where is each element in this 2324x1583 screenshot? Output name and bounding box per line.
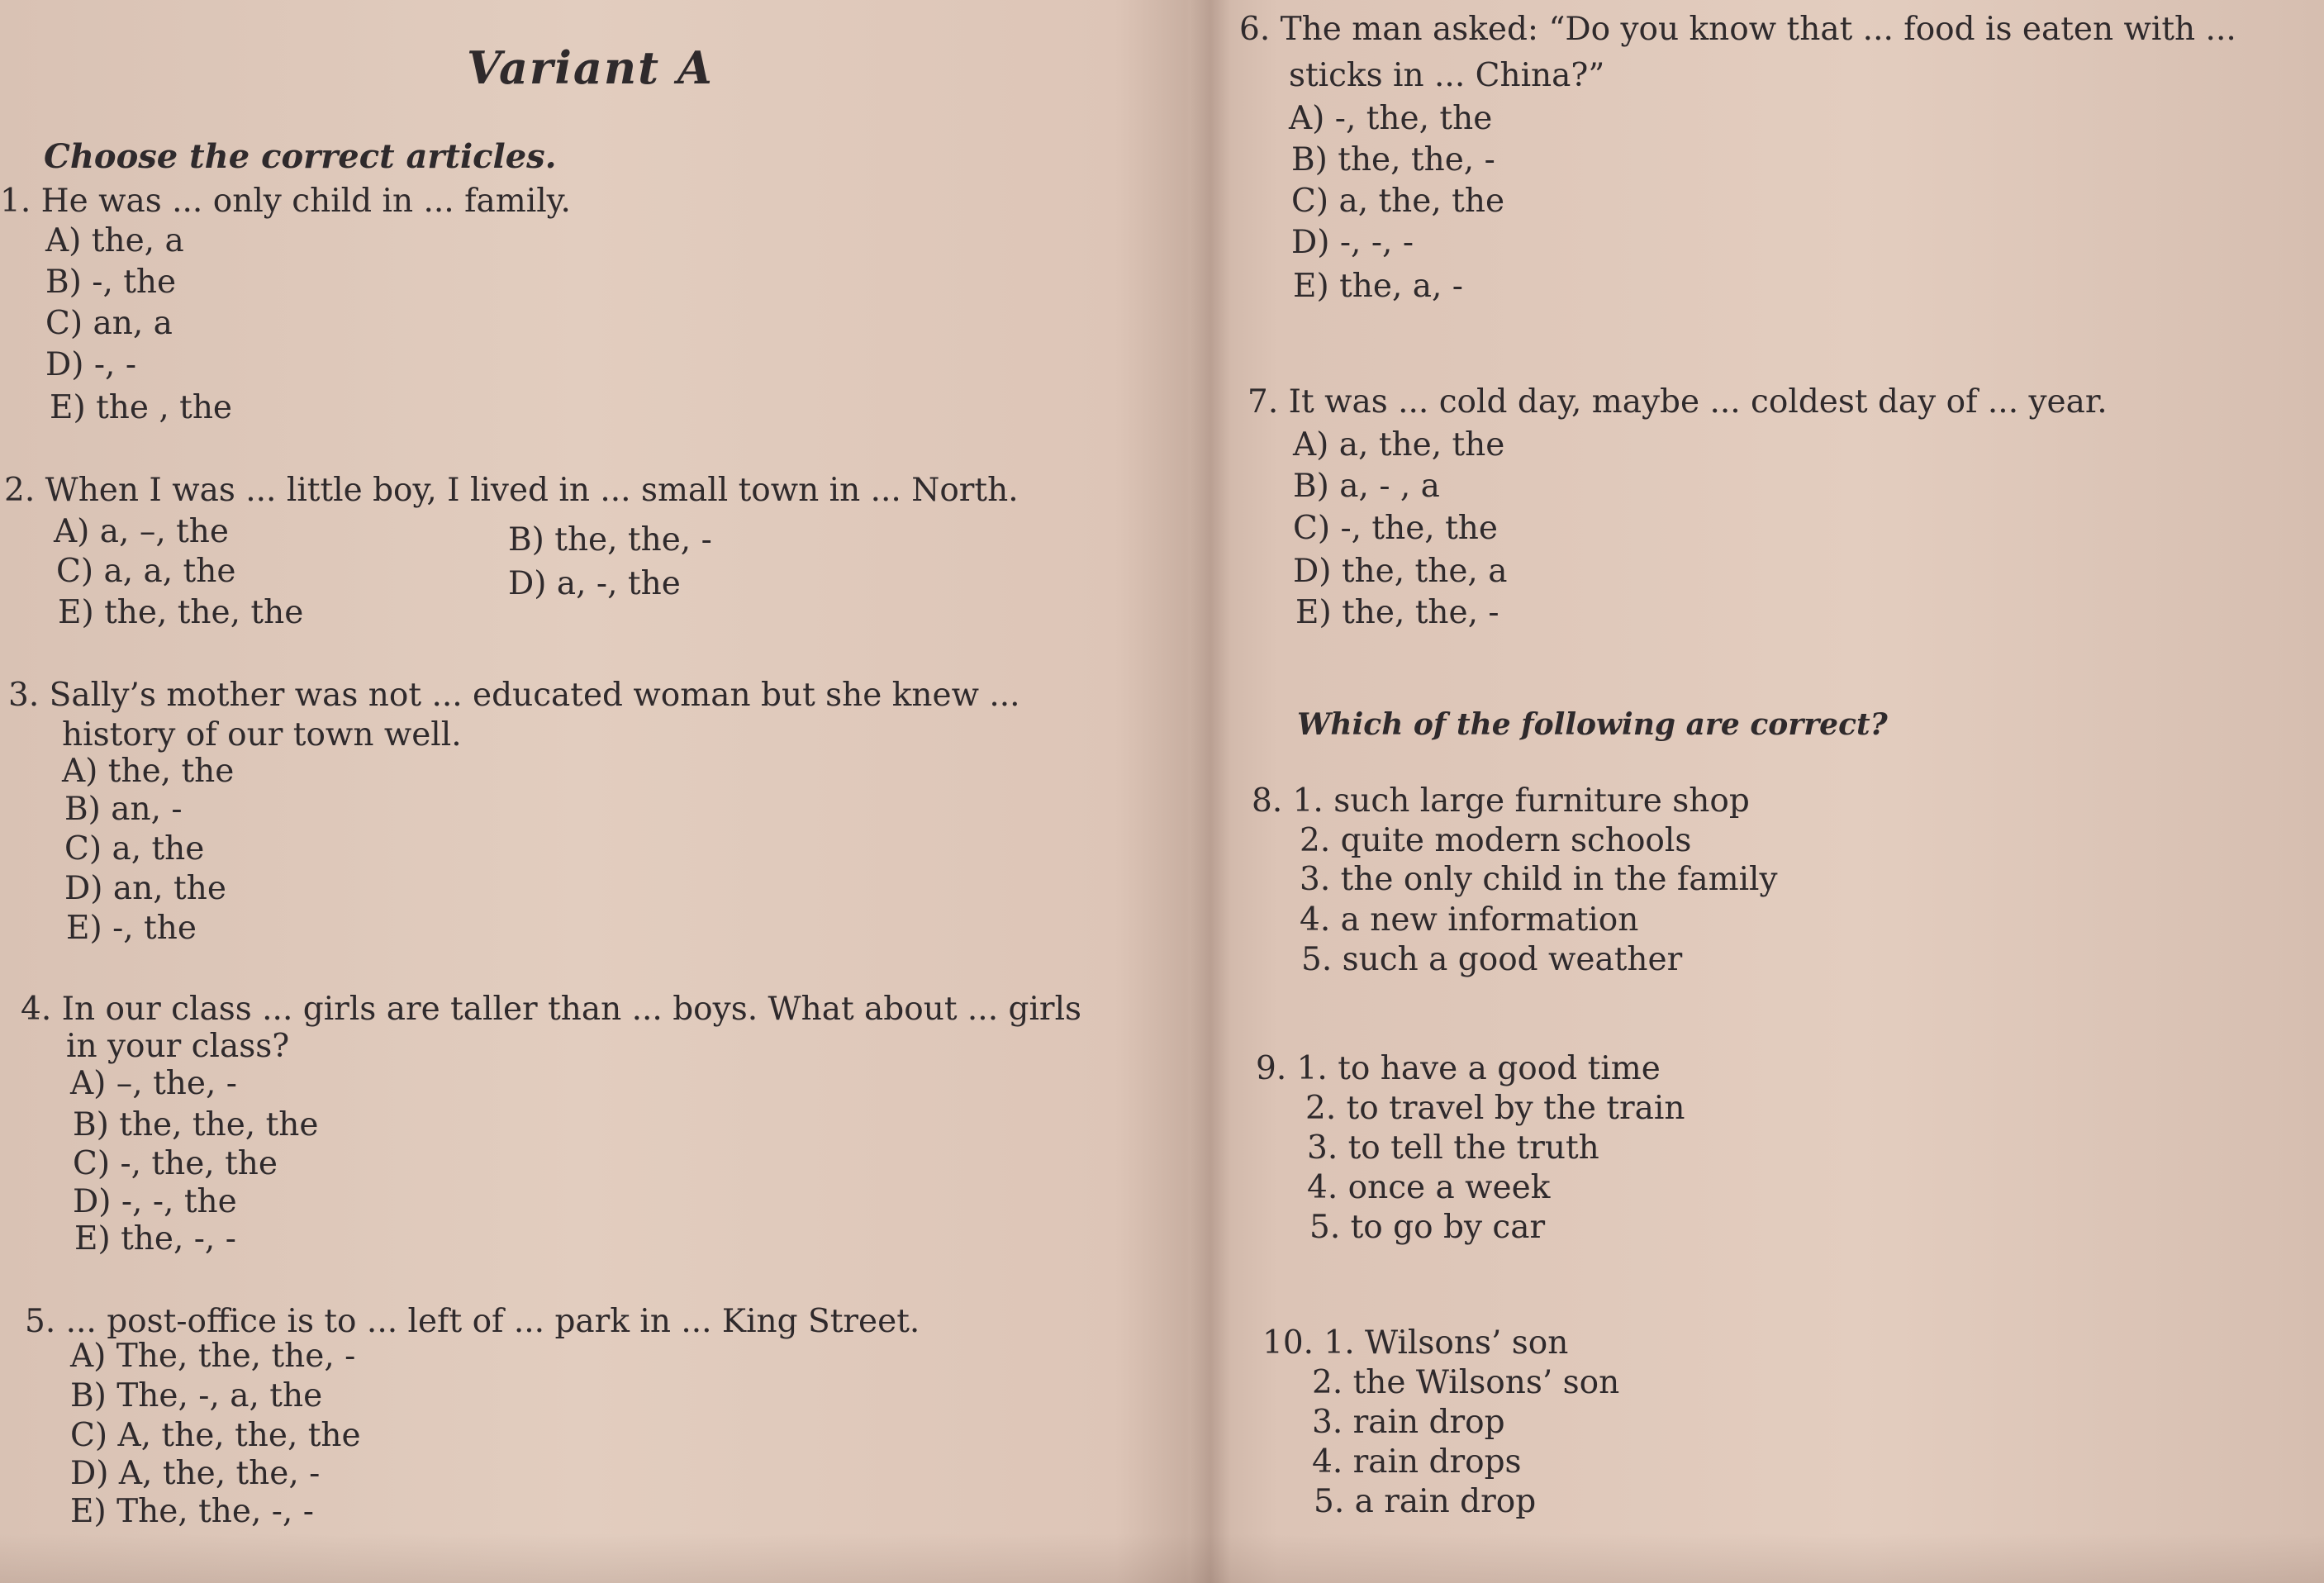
- question-10-item-3: 3. rain drop: [1312, 1404, 1505, 1441]
- q3-option-e: E) -, the: [66, 910, 197, 947]
- q1-option-d: D) -, -: [45, 346, 137, 383]
- question-4-cont: in your class?: [66, 1028, 290, 1065]
- q5-option-d: D) A, the, the, -: [70, 1455, 321, 1492]
- instruction-2: Which of the following are correct?: [1297, 707, 1888, 742]
- q7-option-c: C) -, the, the: [1293, 510, 1498, 547]
- q5-option-b: B) The, -, a, the: [70, 1377, 323, 1414]
- q4-option-d: D) -, -, the: [73, 1183, 237, 1220]
- question-9-item-5: 5. to go by car: [1309, 1209, 1546, 1246]
- question-5: 5. ... post-office is to ... left of ... park in ... King Street.: [25, 1303, 920, 1340]
- q2-option-a: A) a, –, the: [54, 513, 229, 550]
- question-4: 4. In our class ... girls are taller than ... boys. What about ... girls: [21, 991, 1082, 1028]
- q2-option-b: B) the, the, -: [508, 521, 712, 559]
- q1-option-b: B) -, the: [45, 264, 177, 301]
- question-8-item-5: 5. such a good weather: [1301, 941, 1683, 978]
- question-7: 7. It was ... cold day, maybe ... coldest day of ... year.: [1248, 383, 2108, 421]
- question-9-item-3: 3. to tell the truth: [1307, 1129, 1599, 1167]
- instruction: Choose the correct articles.: [44, 137, 557, 176]
- q4-option-a: A) –, the, -: [70, 1065, 237, 1102]
- q6-option-a: A) -, the, the: [1289, 100, 1493, 137]
- page-shadow: [0, 1533, 2324, 1583]
- q6-option-b: B) the, the, -: [1291, 141, 1495, 178]
- question-9-item-1: 9. 1. to have a good time: [1256, 1050, 1661, 1087]
- page-title: Variant A: [467, 41, 714, 94]
- q3-option-d: D) an, the: [64, 870, 226, 907]
- q1-option-e: E) the , the: [50, 389, 233, 426]
- q6-option-c: C) a, the, the: [1291, 183, 1505, 220]
- q5-option-a: A) The, the, the, -: [70, 1338, 356, 1375]
- q4-option-e: E) the, -, -: [74, 1220, 236, 1257]
- question-9-item-2: 2. to travel by the train: [1305, 1090, 1685, 1127]
- q3-option-c: C) a, the: [64, 830, 205, 868]
- question-8-item-2: 2. quite modern schools: [1300, 822, 1692, 859]
- question-9-item-4: 4. once a week: [1307, 1169, 1551, 1206]
- q4-option-c: C) -, the, the: [73, 1145, 278, 1182]
- q7-option-b: B) a, - , a: [1293, 468, 1440, 505]
- question-2: 2. When I was ... little boy, I lived in ... small town in ... North.: [4, 472, 1019, 509]
- question-6: 6. The man asked: “Do you know that ... food is eaten with ...: [1239, 11, 2236, 48]
- q5-option-c: C) A, the, the, the: [70, 1417, 361, 1454]
- q6-option-d: D) -, -, -: [1291, 224, 1414, 261]
- q3-option-b: B) an, -: [64, 791, 183, 828]
- question-10-item-4: 4. rain drops: [1312, 1443, 1522, 1481]
- q1-option-a: A) the, a: [45, 222, 184, 259]
- q7-option-e: E) the, the, -: [1295, 594, 1499, 631]
- question-10-item-2: 2. the Wilsons’ son: [1312, 1364, 1620, 1401]
- question-8-item-1: 8. 1. such large furniture shop: [1252, 782, 1750, 820]
- q2-option-e: E) the, the, the: [58, 594, 304, 631]
- question-3-cont: history of our town well.: [62, 716, 462, 753]
- question-3: 3. Sally’s mother was not ... educated woman but she knew ...: [8, 677, 1020, 714]
- q6-option-e: E) the, a, -: [1293, 268, 1463, 305]
- question-10-item-1: 10. 1. Wilsons’ son: [1262, 1324, 1569, 1362]
- question-1: 1. He was ... only child in ... family.: [0, 183, 571, 220]
- q2-option-c: C) a, a, the: [56, 553, 236, 590]
- question-10-item-5: 5. a rain drop: [1314, 1483, 1537, 1520]
- q2-option-d: D) a, -, the: [508, 565, 681, 602]
- question-8-item-4: 4. a new information: [1300, 901, 1639, 939]
- q1-option-c: C) an, a: [45, 305, 173, 342]
- q7-option-d: D) the, the, a: [1293, 553, 1508, 590]
- q5-option-e: E) The, the, -, -: [70, 1493, 314, 1530]
- q3-option-a: A) the, the: [62, 753, 235, 790]
- q7-option-a: A) a, the, the: [1293, 426, 1505, 463]
- question-6-cont: sticks in ... China?”: [1289, 57, 1605, 94]
- book-fold: [1190, 0, 1231, 1583]
- question-8-item-3: 3. the only child in the family: [1300, 861, 1778, 898]
- q4-option-b: B) the, the, the: [73, 1106, 319, 1143]
